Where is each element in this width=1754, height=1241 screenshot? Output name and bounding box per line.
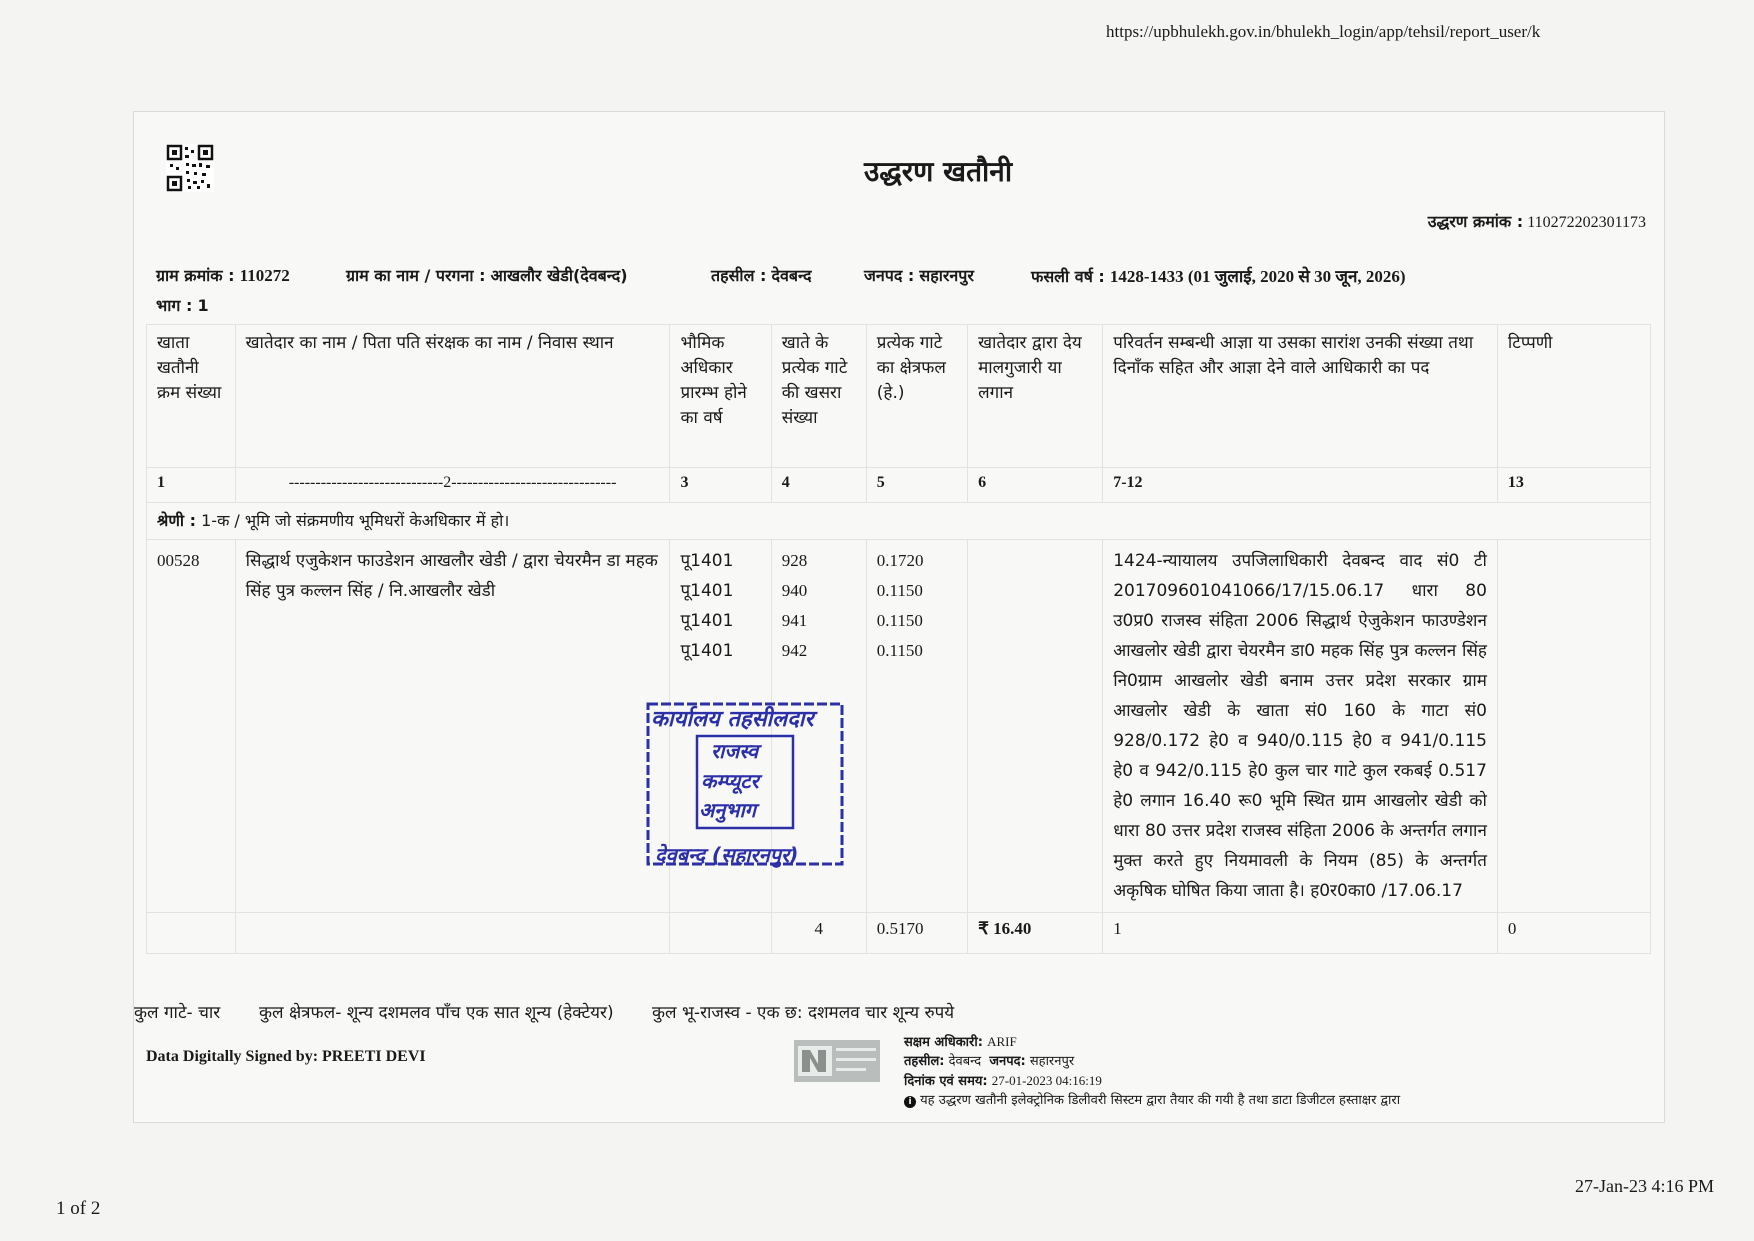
officer-label: सक्षम अधिकारी:: [904, 1035, 983, 1050]
stamp-line: अनुभाग: [699, 798, 756, 822]
info-icon: i: [904, 1096, 916, 1108]
summary-area: कुल क्षेत्रफल- शून्य दशमलव पाँच एक सात शून्य (हेक्टेयर): [259, 1003, 614, 1023]
datetime-label: दिनांक एवं समय:: [904, 1074, 988, 1089]
year-item: पू1401: [680, 551, 734, 571]
officer-name: ARIF: [987, 1034, 1017, 1049]
nic-logo-icon: [794, 1040, 880, 1082]
stamp-line: देवबन्द (सहारनपुर): [655, 843, 799, 867]
total-empty: [235, 913, 670, 954]
header-cell: प्रत्येक गाटे का क्षेत्रफल (हे.): [866, 325, 967, 468]
year-item: पू1401: [680, 581, 734, 601]
district-label: जनपद :: [864, 266, 915, 285]
order-summary: 1424-न्यायालय उपजिलाधिकारी देवबन्द वाद सं0 टी 201709601041066/17/15.06.17 धारा 80 उ0प्र0 राजस्व संहिता 2006 सिद्धार्थ ऐजुकेशन फाउण्डेशन आखलोर खेडी द्वारा चेयरमैन डा0 महक सिंह पुत्र कल्लन सिंह नि0ग्राम आखलोर खेडी बनाम उत्तर प्रदेश सरकार ग्राम आखलोर खेडी के खाता सं0 160 के गाटा सं0 928/0.172 हे0 व 940/0.115 हे0 व 941/0.115 हे0 व 942/0.115 हे0 कुल चार गाटे कुल रकबई 0.517 हे0 लगान 16.40 रू0 भूमि स्थित ग्राम आखलोर खेडी को धारा 80 उत्तर प्रदेश राजस्व संहिता 2006 के अन्तर्गत लगान मुक्त करते हुए नियमावली के नियम (85) के अन्तर्गत अकृषिक घोषित किया जाता है। ह0र0का0 /17.06.17: [1103, 540, 1498, 913]
category-label: श्रेणी :: [157, 511, 197, 530]
table-header-row: [147, 325, 1651, 468]
page-number: 1 of 2: [56, 1198, 101, 1219]
reference-number: [1428, 210, 1646, 232]
category-text: 1-क / भूमि जो संक्रमणीय भूमिधरों केअधिकार में हो।: [201, 511, 510, 530]
column-number: 1: [147, 468, 236, 503]
datetime-value: 27-01-2023 04:16:19: [991, 1073, 1102, 1088]
fasli-value: 1428-1433 (01 जुलाई, 2020 से 30 जून, 2026): [1109, 267, 1406, 286]
header-cell: खातेदार का नाम / पिता पति संरक्षक का नाम / निवास स्थान: [235, 325, 670, 468]
header-cell: खाता खतौनी क्रम संख्या: [147, 325, 236, 468]
village-code: 110272: [239, 266, 290, 285]
part-value: 1: [197, 296, 209, 315]
area-item: 0.1150: [876, 581, 923, 600]
plot-areas: [866, 540, 967, 913]
source-url: https://upbhulekh.gov.in/bhulekh_login/app/tehsil/report_user/k: [1106, 22, 1541, 41]
area-item: 0.1150: [876, 611, 923, 630]
header-cell: टिप्पणी: [1497, 325, 1650, 468]
stamp-line: कार्यालय तहसीलदार: [651, 707, 814, 732]
khatauni-table: [146, 324, 1651, 954]
khasra-item: 928: [781, 551, 808, 570]
village-name-label: ग्राम का नाम / परगना :: [346, 266, 486, 285]
qr-code-icon: [166, 144, 214, 192]
part-number: [156, 294, 209, 316]
khasra-item: 941: [781, 611, 808, 630]
total-remarks: 0: [1497, 913, 1650, 954]
column-number: 4: [771, 468, 866, 503]
column-number: 6: [968, 468, 1103, 503]
summary-revenue: कुल भू-राजस्व - एक छ: दशमलव चार शून्य रुपये: [652, 1003, 955, 1023]
khata-number: 00528: [147, 540, 236, 913]
owner-details: सिद्धार्थ एजुकेशन फाउडेशन आखलौर खेडी / द्वारा चेयरमैन डा महक सिंह पुत्र कल्लन सिंह / नि.आखलौर खेडी: [235, 540, 670, 913]
category-row: [147, 503, 1651, 540]
khasra-item: 940: [781, 581, 808, 600]
stamp-line: राजस्व: [711, 739, 759, 763]
page-title: उद्धरण खतौनी: [864, 155, 1013, 188]
tehsil-value: देवबन्द: [771, 266, 812, 285]
area-item: 0.1720: [876, 551, 924, 570]
officer-district: सहारनपुर: [1029, 1054, 1075, 1069]
header-cell: परिवर्तन सम्बन्धी आज्ञा या उसका सारांश उनकी संख्या तथा दिनाँक सहित और आज्ञा देने वाले आधिकारी का पद: [1103, 325, 1498, 468]
table-row: [147, 540, 1651, 913]
column-number-row: [147, 468, 1651, 503]
village-code-label: ग्राम क्रमांक :: [156, 266, 235, 285]
officer-district-label: जनपद:: [989, 1054, 1026, 1069]
stamp-line: कम्प्यूटर: [701, 769, 759, 793]
totals-row: [147, 913, 1651, 954]
total-revenue: ₹ 16.40: [968, 913, 1103, 954]
total-plots: 4: [771, 913, 866, 954]
column-number: -----------------------------2-------------------------------: [235, 468, 670, 503]
part-label: भाग :: [156, 296, 193, 315]
total-empty: [670, 913, 771, 954]
column-number: 3: [670, 468, 771, 503]
total-area: 0.5170: [866, 913, 967, 954]
khasra-item: 942: [781, 641, 808, 660]
header-cell: खाते के प्रत्येक गाटे की खसरा संख्या: [771, 325, 866, 468]
column-number: 13: [1497, 468, 1650, 503]
officer-details: [904, 1032, 1400, 1110]
khatauni-document: [133, 111, 1665, 1123]
year-item: पू1401: [680, 641, 734, 661]
year-item: पू1401: [680, 611, 734, 631]
column-number: 7-12: [1103, 468, 1498, 503]
revenue-cell: [968, 540, 1103, 913]
tehsildar-office-stamp: [645, 700, 845, 870]
digital-signature: Data Digitally Signed by: PREETI DEVI: [146, 1048, 426, 1065]
officer-tehsil: देवबन्द: [948, 1054, 982, 1069]
village-name: आखलौर खेडी(देवबन्द): [490, 266, 628, 285]
print-timestamp: 27-Jan-23 4:16 PM: [1575, 1176, 1714, 1196]
total-orders: 1: [1103, 913, 1498, 954]
officer-tehsil-label: तहसील:: [904, 1054, 945, 1069]
area-item: 0.1150: [876, 641, 923, 660]
delivery-note: यह उद्धरण खतौनी इलेक्ट्रोनिक डिलीवरी सिस्टम द्वारा तैयार की गयी है तथा डाटा डिजीटल हस्ताक्षर द्वारा: [920, 1093, 1401, 1108]
header-cell: भौमिक अधिकार प्रारम्भ होने का वर्ष: [670, 325, 771, 468]
reference-value: 110272202301173: [1527, 214, 1646, 231]
reference-label: उद्धरण क्रमांक :: [1427, 212, 1524, 231]
tehsil-label: तहसील :: [711, 266, 767, 285]
district-value: सहारनपुर: [919, 266, 974, 285]
fasli-label: फसली वर्ष :: [1031, 267, 1105, 286]
summary-plots: कुल गाटे- चार: [134, 1003, 221, 1023]
remarks-cell: [1497, 540, 1650, 913]
header-cell: खातेदार द्वारा देय मालगुजारी या लगान: [968, 325, 1103, 468]
total-empty: [147, 913, 236, 954]
column-number: 5: [866, 468, 967, 503]
